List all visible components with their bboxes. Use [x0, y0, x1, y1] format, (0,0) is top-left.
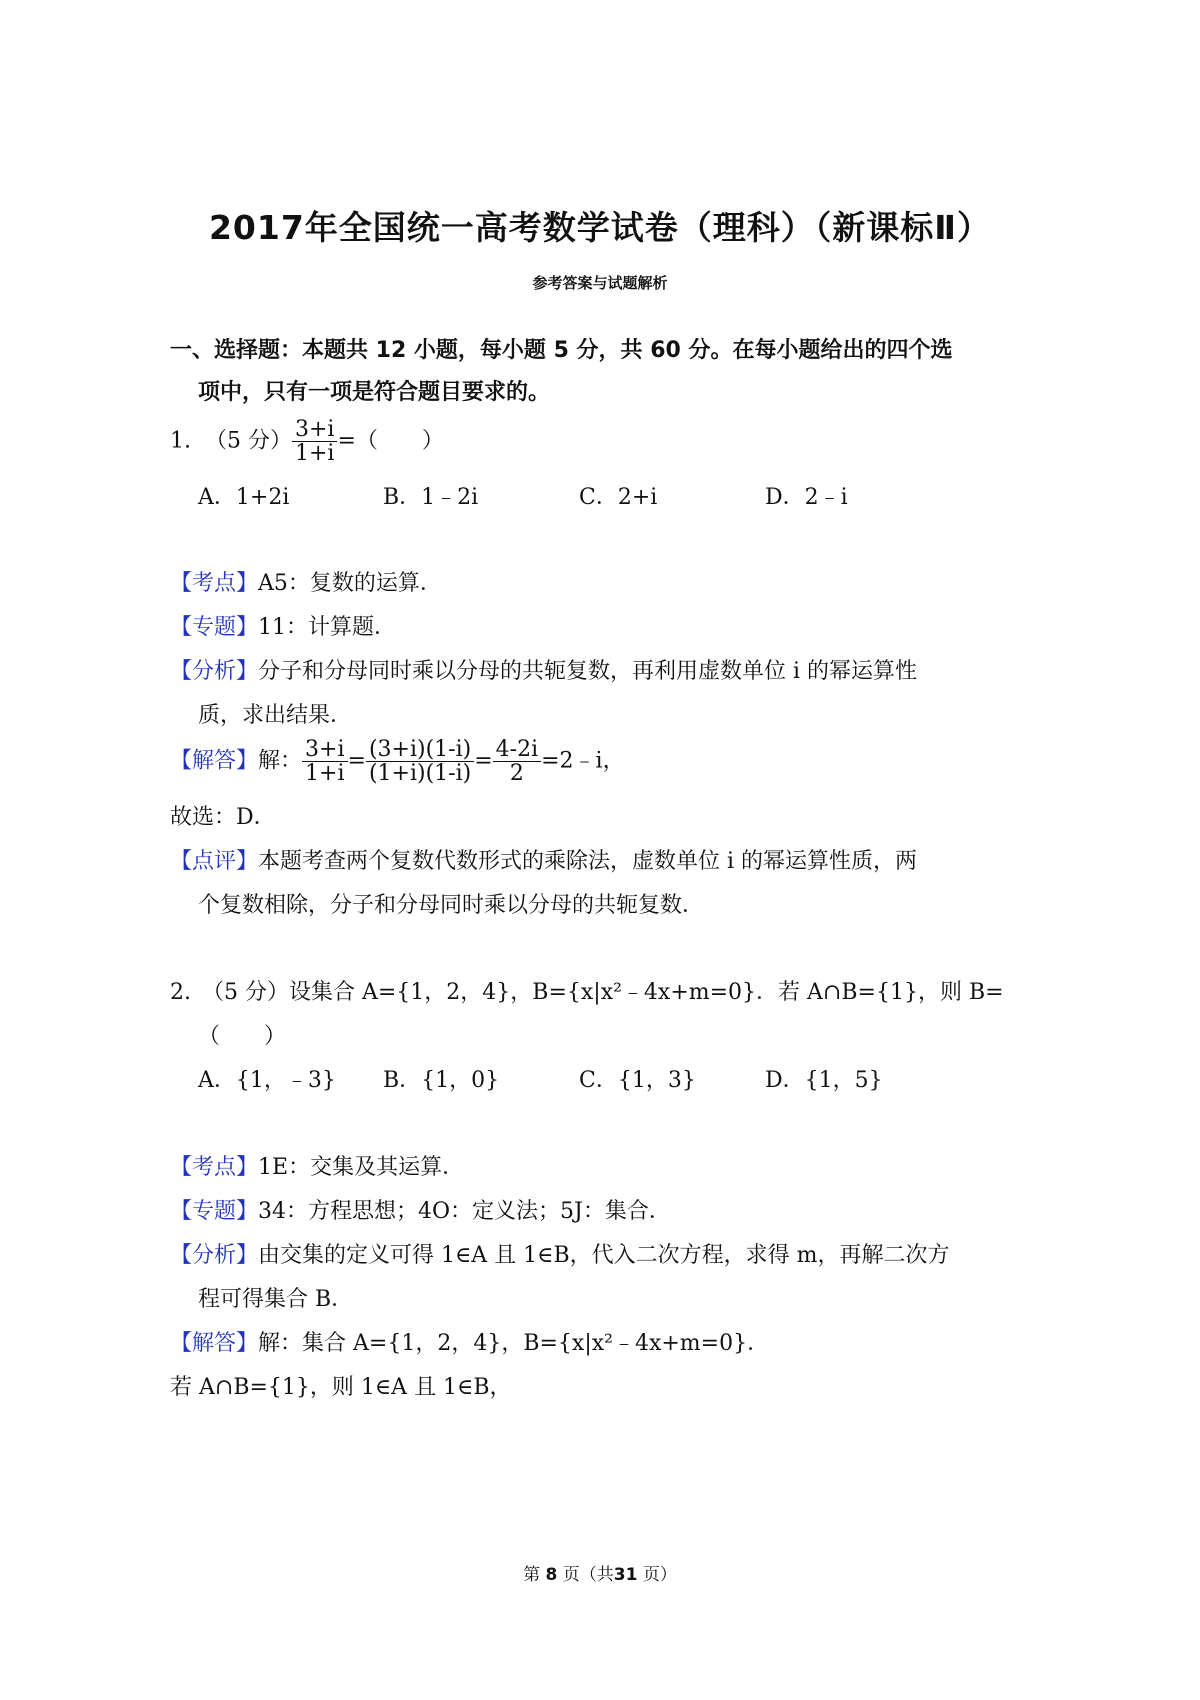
- solution-fraction-2: [366, 738, 474, 785]
- footer-suffix: 页）: [642, 1565, 677, 1585]
- fraction-denominator: 1+i: [295, 441, 335, 467]
- q1-zhuanti: [170, 610, 396, 641]
- q2-kaodian: [170, 1150, 464, 1181]
- fraction-numerator: 3+i: [292, 418, 337, 442]
- jieda-tag: 【解答】: [170, 748, 259, 774]
- q1-option-d: D．2﹣i: [765, 485, 848, 510]
- q1-option-b: B．1﹣2i: [383, 485, 479, 510]
- question-2-stem: 2. （5 分）设集合 A={1，2，4}，B={x|x²﹣4x+m=0}．若 A∩B={1}，则 B=: [170, 980, 1004, 1005]
- question-1-stem: [170, 418, 444, 465]
- q1-kaodian: [170, 566, 442, 597]
- jieda-text: 解：集合 A={1，2，4}，B={x|x²﹣4x+m=0}．: [258, 1331, 770, 1356]
- fraction-denominator: (1+i)(1-i): [368, 761, 472, 787]
- zhuanti-tag: 【专题】: [170, 1199, 259, 1224]
- equals-sign: =: [474, 748, 493, 774]
- jieda-prefix: 解：: [258, 748, 303, 774]
- question-fraction: [292, 418, 337, 465]
- question-number: 1.: [170, 428, 191, 454]
- fenxi-text: 分子和分母同时乘以分母的共轭复数，再利用虚数单位 i 的幂运算性: [258, 659, 918, 684]
- q2-zhuanti: [170, 1194, 671, 1225]
- zhuanti-text: 34：方程思想；4O：定义法；5J：集合．: [258, 1199, 671, 1224]
- dianping-tag: 【点评】: [170, 849, 259, 874]
- fenxi-tag: 【分析】: [170, 659, 259, 684]
- q1-fenxi: [170, 654, 917, 685]
- fraction-denominator: 2: [509, 761, 524, 787]
- question-score: （5 分）: [205, 428, 292, 454]
- q2-option-b: B．{1，0}: [383, 1068, 500, 1093]
- fenxi-text: 由交集的定义可得 1∈A 且 1∈B，代入二次方程，求得 m，再解二次方: [258, 1243, 950, 1268]
- kaodian-text: 1E：交集及其运算．: [258, 1155, 465, 1180]
- section-heading-line1: 一、选择题：本题共 12 小题，每小题 5 分，共 60 分。在每小题给出的四个选: [170, 338, 953, 363]
- equals-sign: =: [347, 748, 366, 774]
- fenxi-tag: 【分析】: [170, 1243, 259, 1268]
- q1-dianping-cont: 个复数相除，分子和分母同时乘以分母的共轭复数．: [198, 893, 705, 918]
- page-number: 8: [545, 1565, 558, 1585]
- q1-dianping: [170, 844, 917, 875]
- q1-jieda: [170, 738, 625, 785]
- q1-option-c: C．2+i: [579, 485, 658, 510]
- q2-fenxi-cont: 程可得集合 B．: [198, 1287, 354, 1312]
- q2-solution-line: 若 A∩B={1}，则 1∈A 且 1∈B，: [170, 1375, 512, 1400]
- kaodian-tag: 【考点】: [170, 571, 259, 596]
- kaodian-tag: 【考点】: [170, 1155, 259, 1180]
- q1-fenxi-cont: 质，求出结果．: [198, 703, 353, 728]
- q2-jieda: [170, 1326, 769, 1357]
- zhuanti-tag: 【专题】: [170, 615, 259, 640]
- question-tail: =（ ）: [337, 428, 444, 454]
- question-2-stem-cont: （ ）: [198, 1024, 287, 1049]
- zhuanti-text: 11：计算题．: [258, 615, 397, 640]
- fraction-denominator: 1+i: [305, 761, 345, 787]
- section-heading-line2: 项中，只有一项是符合题目要求的。: [198, 380, 551, 405]
- fraction-numerator: 3+i: [302, 738, 347, 762]
- q2-option-a: A．{1，﹣3}: [198, 1068, 336, 1093]
- q2-option-d: D．{1，5}: [765, 1068, 883, 1093]
- dianping-text: 本题考查两个复数代数形式的乘除法，虚数单位 i 的幂运算性质，两: [258, 849, 918, 874]
- fraction-numerator: (3+i)(1-i): [366, 738, 474, 762]
- solution-fraction-3: [493, 738, 541, 785]
- q1-option-a: A．1+2i: [198, 485, 290, 510]
- solution-result: =2﹣i，: [541, 748, 625, 774]
- fraction-numerator: 4-2i: [493, 738, 541, 762]
- footer-middle: 页（共: [562, 1565, 614, 1585]
- solution-fraction-1: [302, 738, 347, 785]
- page-title: 2017年全国统一高考数学试卷（理科）（新课标Ⅱ）: [208, 208, 992, 247]
- q2-fenxi: [170, 1238, 949, 1269]
- q2-option-c: C．{1，3}: [579, 1068, 696, 1093]
- page-subtitle: 参考答案与试题解析: [532, 274, 668, 292]
- jieda-tag: 【解答】: [170, 1331, 259, 1356]
- total-pages: 31: [613, 1565, 638, 1585]
- kaodian-text: A5：复数的运算．: [258, 571, 442, 596]
- page-footer: [0, 1560, 1200, 1585]
- q1-answer: 故选：D．: [170, 805, 276, 830]
- footer-prefix: 第: [523, 1565, 541, 1585]
